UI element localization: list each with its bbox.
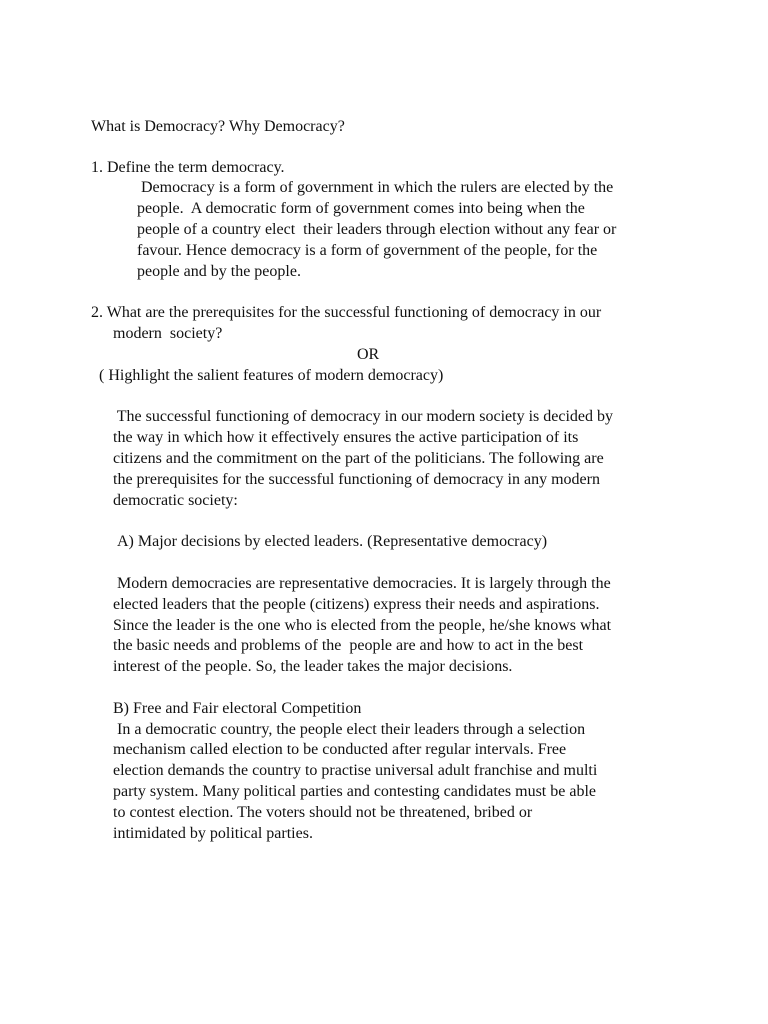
point-a-line: the basic needs and problems of the people are and how to act in the best: [113, 637, 584, 654]
answer-1-line: Democracy is a form of government in which the rulers are elected by the: [141, 179, 614, 196]
point-b-line: mechanism called election to be conducted after regular intervals. Free: [113, 741, 567, 758]
point-a-line: elected leaders that the people (citizens) express their needs and aspirations.: [113, 596, 600, 613]
answer-1-line: people of a country elect their leaders through election without any fear or: [137, 221, 617, 238]
question-2-continued: modern society?: [113, 325, 223, 342]
point-b-line: election demands the country to practise universal adult franchise and multi: [113, 762, 598, 779]
intro-line: The successful functioning of democracy in our modern society is decided by: [113, 408, 614, 425]
answer-1-line: people and by the people.: [137, 263, 301, 280]
intro-line: the prerequisites for the successful functioning of democracy in any modern: [113, 471, 600, 488]
or-separator: OR: [357, 346, 380, 363]
point-b-heading: B) Free and Fair electoral Competition: [113, 700, 362, 717]
point-b-line: to contest election. The voters should not be threatened, bribed or: [113, 804, 533, 821]
answer-1-line: people. A democratic form of government comes into being when the: [137, 200, 585, 217]
point-a-heading: A) Major decisions by elected leaders. (Representative democracy): [117, 533, 548, 550]
point-b-line: party system. Many political parties and contesting candidates must be able: [113, 783, 596, 800]
point-b-line: intimidated by political parties.: [113, 825, 313, 842]
point-a-line: Since the leader is the one who is elected from the people, he/she knows what: [113, 617, 612, 634]
answer-1-line: favour. Hence democracy is a form of government of the people, for the: [137, 242, 598, 259]
point-b-line: In a democratic country, the people elect their leaders through a selection: [113, 721, 586, 738]
intro-line: citizens and the commitment on the part of the politicians. The following are: [113, 450, 604, 467]
intro-line: the way in which how it effectively ensures the active participation of its: [113, 429, 579, 446]
question-1: 1. Define the term democracy.: [91, 159, 285, 176]
document-title: What is Democracy? Why Democracy?: [91, 118, 345, 135]
point-a-line: Modern democracies are representative democracies. It is largely through the: [113, 575, 611, 592]
point-a-line: interest of the people. So, the leader takes the major decisions.: [113, 658, 513, 675]
intro-line: democratic society:: [113, 492, 238, 509]
alt-question: ( Highlight the salient features of modern democracy): [99, 367, 444, 384]
question-2: 2. What are the prerequisites for the successful functioning of democracy in our: [91, 304, 602, 321]
